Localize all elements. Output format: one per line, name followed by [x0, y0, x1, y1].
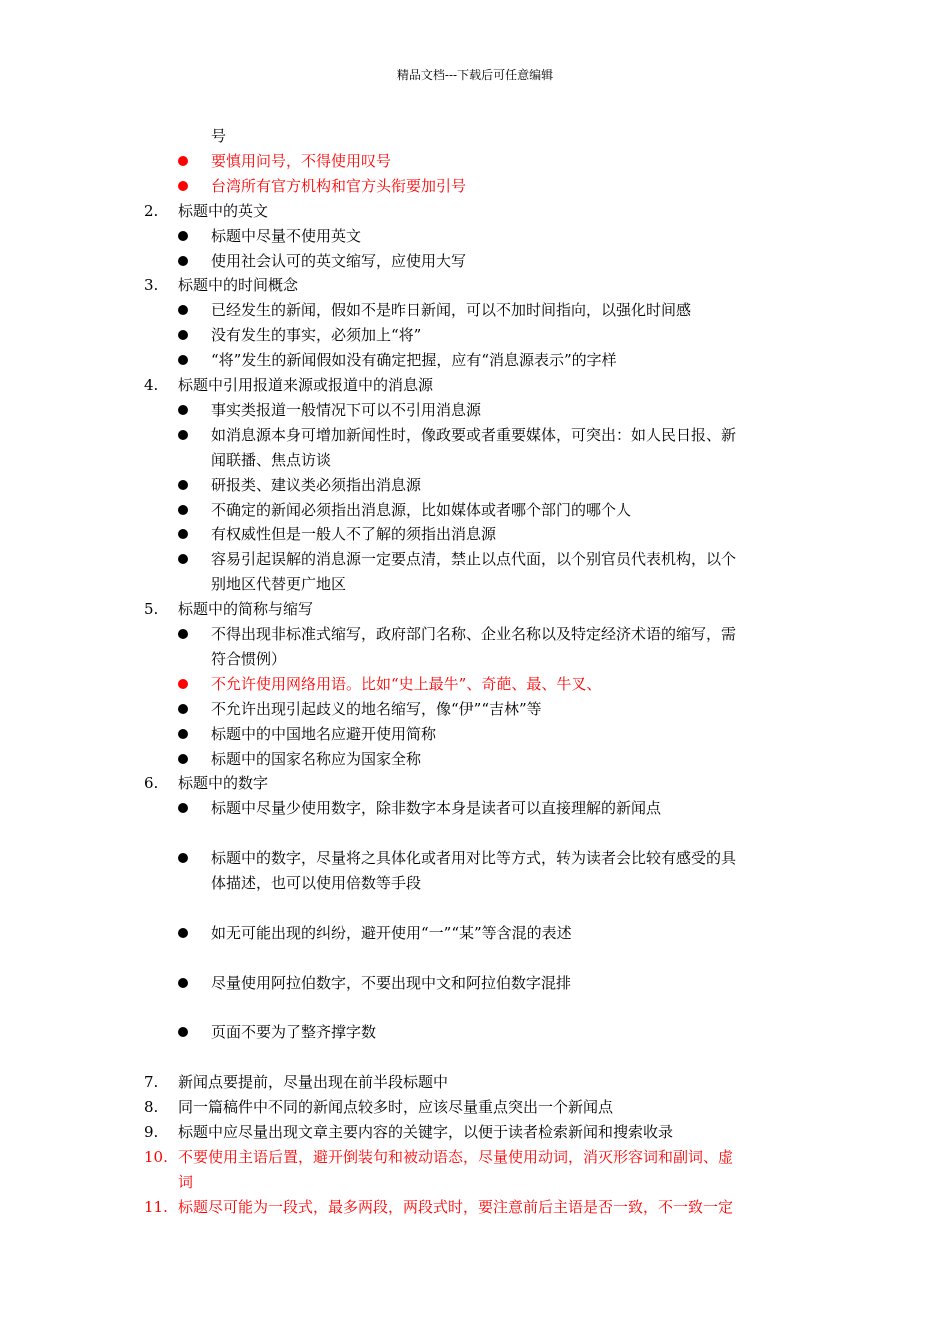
bullet-dot-icon: [178, 181, 188, 191]
item-number: 10.: [144, 1147, 168, 1166]
bullet-dot-icon: [178, 729, 188, 739]
bullet-item: [0, 1020, 950, 1045]
numbered-item: [0, 199, 950, 224]
bullet-dot-icon: [178, 853, 188, 863]
numbered-item: [0, 373, 950, 398]
bullet-text: 不得出现非标准式缩写，政府部门名称、企业名称以及特定经济术语的缩写，需: [211, 625, 737, 643]
bullet-continuation: [0, 572, 950, 597]
bullet-dot-icon: [178, 405, 188, 415]
item-number: 11.: [144, 1197, 168, 1216]
bullet-text: 闻联播、焦点访谈: [211, 450, 332, 469]
numbered-item: [0, 597, 950, 622]
bullet-dot-icon: [178, 231, 188, 241]
bullet-dot-icon: [178, 430, 188, 440]
item-text: 标题中的英文: [178, 201, 269, 220]
item-text: 词: [178, 1172, 194, 1191]
item-text: 新闻点要提前，尽量出现在前半段标题中: [178, 1073, 449, 1092]
numbered-item: [0, 1145, 950, 1170]
numbered-item: [0, 771, 950, 796]
bullet-text: 别地区代替更广地区: [211, 575, 347, 594]
bullet-item: [0, 174, 950, 199]
item-number: 7.: [144, 1073, 159, 1092]
bullet-item: [0, 298, 950, 323]
bullet-dot-icon: [178, 928, 188, 938]
item-text: 标题中的时间概念: [178, 276, 299, 295]
bullet-dot-icon: [178, 156, 188, 166]
bullet-text: 如无可能出现的纠纷，避开使用“一”“某”等含混的表述: [211, 923, 572, 942]
bullet-dot-icon: [178, 629, 188, 639]
item-text: 标题中应尽量出现文章主要内容的关键字，以便于读者检索新闻和搜索收录: [178, 1123, 674, 1141]
page-header: 精品文档---下载后可任意编辑: [396, 68, 554, 82]
bullet-item: [0, 672, 950, 697]
bullet-item: [0, 921, 950, 946]
bullet-text: 标题中的国家名称应为国家全称: [211, 749, 422, 768]
bullet-dot-icon: [178, 529, 188, 539]
bullet-item: [0, 423, 950, 448]
bullet-text: 台湾所有官方机构和官方头衔要加引号: [211, 176, 467, 195]
bullet-text: 研报类、建议类必须指出消息源: [211, 475, 422, 494]
bullet-text: 标题中尽量少使用数字，除非数字本身是读者可以直接理解的新闻点: [211, 799, 662, 818]
bullet-text: 已经发生的新闻，假如不是昨日新闻，可以不加时间指向，以强化时间感: [211, 301, 692, 320]
bullet-item: [0, 224, 950, 249]
bullet-continuation: [0, 448, 950, 473]
bullet-item: [0, 522, 950, 547]
item-text: 标题中引用报道来源或报道中的消息源: [178, 376, 434, 394]
bullet-text: 不允许出现引起歧义的地名缩写，像“伊”“吉林”等: [211, 699, 542, 718]
blank-line: [0, 946, 950, 971]
item-number: 8.: [144, 1098, 159, 1117]
bullet-text: 不确定的新闻必须指出消息源，比如媒体或者哪个部门的哪个人: [211, 500, 632, 519]
bullet-text: 没有发生的事实，必须加上“将”: [211, 326, 422, 345]
bullet-dot-icon: [178, 978, 188, 988]
bullet-item: [0, 971, 950, 996]
bullet-text: 体描述，也可以使用倍数等手段: [211, 874, 422, 892]
bullet-dot-icon: [178, 355, 188, 365]
bullet-item: [0, 697, 950, 722]
bullet-dot-icon: [178, 505, 188, 515]
item-number: 5.: [144, 600, 159, 619]
bullet-text: 标题中尽量不使用英文: [211, 226, 362, 245]
bullet-text: 要慎用问号，不得使用叹号: [211, 151, 392, 170]
bullet-text: 事实类报道一般情况下可以不引用消息源: [211, 400, 482, 419]
bullet-item: [0, 348, 950, 373]
item-text: 标题中的简称与缩写: [178, 600, 314, 619]
bullet-item: [0, 846, 950, 871]
bullet-dot-icon: [178, 305, 188, 315]
bullet-item: [0, 622, 950, 647]
bullet-text: 号: [211, 127, 227, 145]
item-text: 不要使用主语后置，避开倒装句和被动语态，尽量使用动词，消灭形容词和副词、虚: [178, 1147, 734, 1166]
bullet-dot-icon: [178, 480, 188, 490]
numbered-item: [0, 1195, 950, 1220]
bullet-item: [0, 722, 950, 747]
bullet-text: “将”发生的新闻假如没有确定把握，应有“消息源表示”的字样: [211, 351, 617, 370]
item-number: 9.: [144, 1123, 159, 1141]
bullet-continuation: [0, 871, 950, 896]
numbered-item: [0, 1120, 950, 1145]
bullet-item: [0, 249, 950, 274]
blank-line: [0, 1045, 950, 1070]
bullet-text: 尽量使用阿拉伯数字，不要出现中文和阿拉伯数字混排: [211, 973, 572, 992]
bullet-continuation: [0, 124, 950, 149]
bullet-dot-icon: [178, 554, 188, 564]
bullet-dot-icon: [178, 754, 188, 764]
bullet-text: 不允许使用网络用语。比如“史上最牛”、奇葩、最、牛叉、: [211, 674, 602, 693]
item-text: 同一篇稿件中不同的新闻点较多时，应该尽量重点突出一个新闻点: [178, 1098, 614, 1117]
bullet-text: 页面不要为了整齐撑字数: [211, 1023, 377, 1042]
numbered-item: [0, 1070, 950, 1095]
bullet-item: [0, 473, 950, 498]
blank-line: [0, 896, 950, 921]
bullet-text: 使用社会认可的英文缩写，应使用大写: [211, 251, 467, 270]
bullet-item: [0, 747, 950, 772]
bullet-text: 如消息源本身可增加新闻性时，像政要或者重要媒体，可突出：如人民日报、新: [211, 425, 737, 444]
blank-line: [0, 996, 950, 1021]
bullet-dot-icon: [178, 679, 188, 689]
item-text: 标题中的数字: [178, 774, 269, 793]
bullet-text: 容易引起误解的消息源一定要点清，禁止以点代面，以个别官员代表机构，以个: [211, 550, 737, 569]
bullet-item: [0, 796, 950, 821]
bullet-dot-icon: [178, 704, 188, 714]
blank-line: [0, 821, 950, 846]
item-number: 3.: [144, 276, 159, 295]
bullet-item: [0, 323, 950, 348]
bullet-item: [0, 149, 950, 174]
bullet-dot-icon: [178, 803, 188, 813]
item-text: 标题尽可能为一段式，最多两段，两段式时，要注意前后主语是否一致，不一致一定: [178, 1197, 734, 1216]
numbered-item-continuation: [0, 1170, 950, 1195]
item-number: 2.: [144, 201, 159, 220]
bullet-continuation: [0, 647, 950, 672]
bullet-text: 符合惯例）: [211, 649, 287, 668]
numbered-item: [0, 1095, 950, 1120]
bullet-text: 有权威性但是一般人不了解的须指出消息源: [211, 525, 497, 544]
numbered-item: [0, 273, 950, 298]
bullet-dot-icon: [178, 330, 188, 340]
bullet-item: [0, 398, 950, 423]
bullet-text: 标题中的数字，尽量将之具体化或者用对比等方式，转为读者会比较有感受的具: [211, 849, 737, 868]
bullet-dot-icon: [178, 256, 188, 266]
item-number: 4.: [144, 376, 159, 394]
item-number: 6.: [144, 774, 159, 793]
bullet-item: [0, 547, 950, 572]
bullet-item: [0, 498, 950, 523]
bullet-text: 标题中的中国地名应避开使用简称: [211, 724, 437, 743]
bullet-dot-icon: [178, 1027, 188, 1037]
